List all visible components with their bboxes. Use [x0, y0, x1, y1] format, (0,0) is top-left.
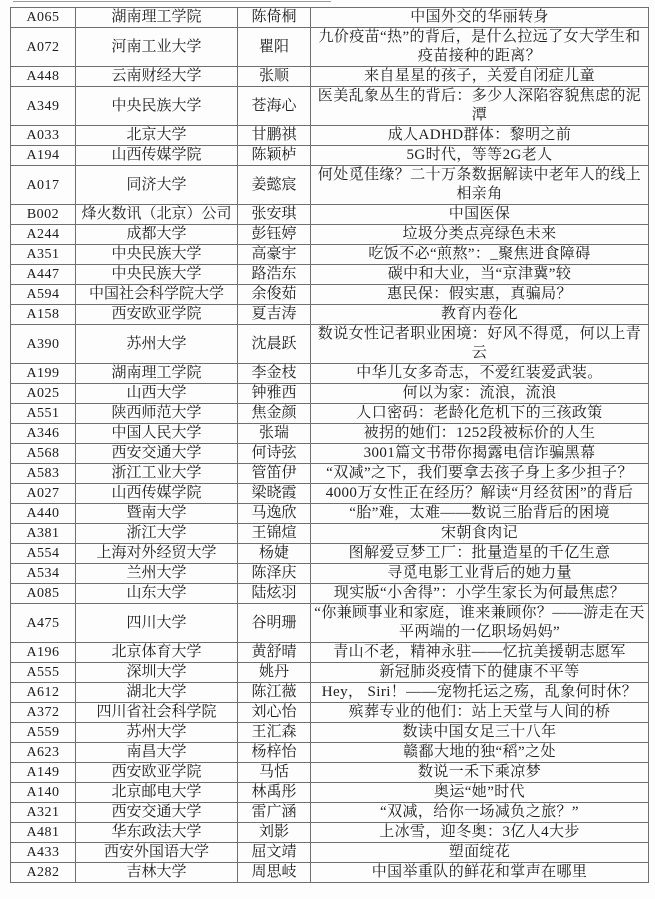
table-row — [11, 67, 649, 87]
cell-work-title: 中华儿女多奇志，不爱红装爱武装。 — [311, 364, 649, 384]
cell-entry-id: A554 — [11, 544, 76, 564]
cell-author-name: 林禹彤 — [238, 783, 311, 803]
cell-university: 山西传媒学院 — [76, 146, 238, 166]
cell-work-title: 寻觅电影工业背后的她力量 — [311, 564, 649, 584]
cell-author-name: 张瑞 — [238, 424, 311, 444]
cell-work-title: 中国外交的华丽转身 — [311, 8, 649, 28]
table-row — [11, 843, 649, 863]
cell-entry-id: A158 — [11, 305, 76, 325]
cell-work-title: 赣鄱大地的独“稻”之处 — [311, 743, 649, 763]
cell-entry-id: A440 — [11, 504, 76, 524]
cell-author-name: 周思岐 — [238, 863, 311, 883]
table-row — [11, 823, 649, 843]
cell-author-name: 马逸欣 — [238, 504, 311, 524]
cell-entry-id: A349 — [11, 87, 76, 126]
cell-work-title: 中国医保 — [311, 205, 649, 225]
cell-author-name: 谷明珊 — [238, 604, 311, 643]
cell-author-name: 苍海心 — [238, 87, 311, 126]
table-row — [11, 783, 649, 803]
cell-author-name: 钟雅西 — [238, 384, 311, 404]
table-row — [11, 723, 649, 743]
cell-work-title: 数说女性记者职业困境：好风不得觅，何以上青云 — [311, 325, 649, 364]
cell-university: 中央民族大学 — [76, 245, 238, 265]
cell-entry-id: A390 — [11, 325, 76, 364]
table-row — [11, 863, 649, 883]
cell-university: 北京大学 — [76, 126, 238, 146]
cell-university: 山西大学 — [76, 384, 238, 404]
cell-work-title: 塑面绽花 — [311, 843, 649, 863]
cell-author-name: 瞿阳 — [238, 28, 311, 67]
cell-university: 烽火数讯（北京）公司 — [76, 205, 238, 225]
cell-work-title: 吃饭不必“煎熬”：_聚焦进食障碍 — [311, 245, 649, 265]
cell-author-name: 陈倚桐 — [238, 8, 311, 28]
cell-university: 暨南大学 — [76, 504, 238, 524]
cell-author-name: 管笛伊 — [238, 464, 311, 484]
cell-author-name: 姜懿宸 — [238, 166, 311, 205]
cell-entry-id: A199 — [11, 364, 76, 384]
submissions-table-body — [11, 8, 649, 883]
table-row — [11, 364, 649, 384]
partial-row-divider — [13, 1, 331, 2]
table-row — [11, 225, 649, 245]
table-row — [11, 404, 649, 424]
table-row — [11, 663, 649, 683]
cell-entry-id: A072 — [11, 28, 76, 67]
cell-university: 同济大学 — [76, 166, 238, 205]
cell-university: 四川大学 — [76, 604, 238, 643]
cell-work-title: “你兼顾事业和家庭，谁来兼顾你？——游走在天平两端的一亿职场妈妈” — [311, 604, 649, 643]
cell-author-name: 张安琪 — [238, 205, 311, 225]
cell-work-title: 殡葬专业的他们：站上天堂与人间的桥 — [311, 703, 649, 723]
cell-work-title: 图解爱豆梦工厂：批量造星的千亿生意 — [311, 544, 649, 564]
cell-author-name: 余俊茹 — [238, 285, 311, 305]
cell-work-title: 来自星星的孩子，关爱自闭症儿童 — [311, 67, 649, 87]
table-row — [11, 8, 649, 28]
table-row — [11, 245, 649, 265]
cell-university: 西安欧亚学院 — [76, 305, 238, 325]
cell-work-title: 何处觅佳缘？二十万条数据解读中老年人的线上相亲角 — [311, 166, 649, 205]
cell-university: 湖北大学 — [76, 683, 238, 703]
cell-entry-id: B002 — [11, 205, 76, 225]
table-row — [11, 803, 649, 823]
cell-university: 成都大学 — [76, 225, 238, 245]
cell-university: 陕西师范大学 — [76, 404, 238, 424]
cell-author-name: 陆炫羽 — [238, 584, 311, 604]
cell-author-name: 刘影 — [238, 823, 311, 843]
cell-work-title: 医美乱象丛生的背后：多少人深陷容貌焦虑的泥潭 — [311, 87, 649, 126]
cell-author-name: 马恬 — [238, 763, 311, 783]
cell-author-name: 何诗弦 — [238, 444, 311, 464]
cell-entry-id: A481 — [11, 823, 76, 843]
cell-university: 深圳大学 — [76, 663, 238, 683]
table-row — [11, 703, 649, 723]
cell-author-name: 李金枝 — [238, 364, 311, 384]
cell-university: 兰州大学 — [76, 564, 238, 584]
cell-author-name: 陈颖栌 — [238, 146, 311, 166]
cell-entry-id: A065 — [11, 8, 76, 28]
cell-author-name: 焦金颜 — [238, 404, 311, 424]
cell-work-title: 奥运“她”时代 — [311, 783, 649, 803]
cell-university: 南昌大学 — [76, 743, 238, 763]
cell-work-title: “双减”之下，我们要拿去孩子身上多少担子？ — [311, 464, 649, 484]
table-row — [11, 166, 649, 205]
cell-university: 中国社会科学院大学 — [76, 285, 238, 305]
table-row — [11, 763, 649, 783]
cell-university: 华东政法大学 — [76, 823, 238, 843]
cell-university: 北京体育大学 — [76, 643, 238, 663]
cell-university: 西安交通大学 — [76, 444, 238, 464]
cell-author-name: 张顺 — [238, 67, 311, 87]
cell-entry-id: A475 — [11, 604, 76, 643]
table-row — [11, 464, 649, 484]
cell-entry-id: A351 — [11, 245, 76, 265]
cell-entry-id: A583 — [11, 464, 76, 484]
cell-work-title: “胎”难，太难——数说三胎背后的困境 — [311, 504, 649, 524]
cell-author-name: 黄舒晴 — [238, 643, 311, 663]
cell-work-title: 九价疫苗“热”的背后，是什么拉远了女大学生和疫苗接种的距离？ — [311, 28, 649, 67]
cell-work-title: 新冠肺炎疫情下的健康不平等 — [311, 663, 649, 683]
cell-entry-id: A559 — [11, 723, 76, 743]
cell-author-name: 王汇森 — [238, 723, 311, 743]
cell-entry-id: A568 — [11, 444, 76, 464]
cell-entry-id: A551 — [11, 404, 76, 424]
cell-work-title: Hey， Siri！——宠物托运之殇，乱象何时休？ — [311, 683, 649, 703]
cell-work-title: 4000万女性正在经历？解读“月经贫困”的背后 — [311, 484, 649, 504]
cell-author-name: 路浩东 — [238, 265, 311, 285]
cell-work-title: 5G时代，等等2G老人 — [311, 146, 649, 166]
cell-work-title: 现实版“小舍得”：小学生家长为何最焦虑？ — [311, 584, 649, 604]
cell-university: 苏州大学 — [76, 723, 238, 743]
table-row — [11, 285, 649, 305]
cell-university: 四川省社会科学院 — [76, 703, 238, 723]
cell-entry-id: A140 — [11, 783, 76, 803]
cell-entry-id: A196 — [11, 643, 76, 663]
table-row — [11, 524, 649, 544]
cell-author-name: 陈泽庆 — [238, 564, 311, 584]
table-row — [11, 87, 649, 126]
cell-entry-id: A027 — [11, 484, 76, 504]
table-row — [11, 205, 649, 225]
cell-work-title: 数读中国女足三十八年 — [311, 723, 649, 743]
cell-university: 吉林大学 — [76, 863, 238, 883]
cell-author-name: 梁晓霞 — [238, 484, 311, 504]
cell-university: 浙江工业大学 — [76, 464, 238, 484]
cell-university: 中央民族大学 — [76, 265, 238, 285]
table-row — [11, 325, 649, 364]
cell-entry-id: A321 — [11, 803, 76, 823]
table-row — [11, 604, 649, 643]
cell-author-name: 杨梓怡 — [238, 743, 311, 763]
cell-author-name: 王锦煊 — [238, 524, 311, 544]
table-row — [11, 126, 649, 146]
cell-university: 湖南理工学院 — [76, 8, 238, 28]
cell-university: 中央民族大学 — [76, 87, 238, 126]
table-row — [11, 444, 649, 464]
cell-work-title: 教育内卷化 — [311, 305, 649, 325]
cell-work-title: 碳中和大业，当“京津冀”较 — [311, 265, 649, 285]
cell-entry-id: A612 — [11, 683, 76, 703]
cell-entry-id: A017 — [11, 166, 76, 205]
cell-entry-id: A534 — [11, 564, 76, 584]
cell-university: 上海对外经贸大学 — [76, 544, 238, 564]
cell-university: 山西传媒学院 — [76, 484, 238, 504]
table-row — [11, 424, 649, 444]
cell-work-title: 人口密码：老龄化危机下的三孩政策 — [311, 404, 649, 424]
cell-entry-id: A623 — [11, 743, 76, 763]
cell-author-name: 陈江薇 — [238, 683, 311, 703]
cell-work-title: 垃圾分类点亮绿色未来 — [311, 225, 649, 245]
table-row — [11, 504, 649, 524]
cell-university: 山东大学 — [76, 584, 238, 604]
cell-university: 北京邮电大学 — [76, 783, 238, 803]
cell-entry-id: A448 — [11, 67, 76, 87]
table-row — [11, 584, 649, 604]
cell-university: 湖南理工学院 — [76, 364, 238, 384]
cell-entry-id: A194 — [11, 146, 76, 166]
cell-entry-id: A372 — [11, 703, 76, 723]
submissions-table — [10, 7, 649, 883]
cell-university: 河南工业大学 — [76, 28, 238, 67]
cell-work-title: 中国举重队的鲜花和掌声在哪里 — [311, 863, 649, 883]
cell-work-title: “双减，给你一场减负之旅？” — [311, 803, 649, 823]
table-row — [11, 28, 649, 67]
cell-author-name: 屈文靖 — [238, 843, 311, 863]
cell-entry-id: A594 — [11, 285, 76, 305]
table-row — [11, 544, 649, 564]
cell-work-title: 惠民保：假实惠，真骗局？ — [311, 285, 649, 305]
cell-university: 浙江大学 — [76, 524, 238, 544]
cell-university: 西安交通大学 — [76, 803, 238, 823]
table-row — [11, 643, 649, 663]
cell-entry-id: A555 — [11, 663, 76, 683]
table-row — [11, 484, 649, 504]
cell-university: 苏州大学 — [76, 325, 238, 364]
cell-author-name: 雷广涵 — [238, 803, 311, 823]
cell-entry-id: A381 — [11, 524, 76, 544]
cell-entry-id: A346 — [11, 424, 76, 444]
cell-entry-id: A244 — [11, 225, 76, 245]
table-row — [11, 564, 649, 584]
cell-entry-id: A447 — [11, 265, 76, 285]
cell-university: 西安外国语大学 — [76, 843, 238, 863]
table-row — [11, 146, 649, 166]
cell-author-name: 彭钰婷 — [238, 225, 311, 245]
cell-university: 西安欧亚学院 — [76, 763, 238, 783]
cell-author-name: 沈晨跃 — [238, 325, 311, 364]
cell-author-name: 夏吉涛 — [238, 305, 311, 325]
cell-work-title: 上冰雪，迎冬奥：3亿人4大步 — [311, 823, 649, 843]
cell-entry-id: A033 — [11, 126, 76, 146]
cell-work-title: 何以为家：流浪，流浪 — [311, 384, 649, 404]
cell-entry-id: A149 — [11, 763, 76, 783]
cell-author-name: 刘心怡 — [238, 703, 311, 723]
cell-author-name: 甘鹏祺 — [238, 126, 311, 146]
cell-entry-id: A025 — [11, 384, 76, 404]
cell-entry-id: A433 — [11, 843, 76, 863]
table-row — [11, 305, 649, 325]
cell-work-title: 3001篇文书带你揭露电信诈骗黑幕 — [311, 444, 649, 464]
cell-work-title: 数说一禾下乘凉梦 — [311, 763, 649, 783]
cell-work-title: 青山不老，精神永驻——忆抗美援朝志愿军 — [311, 643, 649, 663]
cell-author-name: 姚丹 — [238, 663, 311, 683]
table-row — [11, 384, 649, 404]
cell-work-title: 成人ADHD群体：黎明之前 — [311, 126, 649, 146]
table-row — [11, 683, 649, 703]
cell-entry-id: A085 — [11, 584, 76, 604]
cell-university: 云南财经大学 — [76, 67, 238, 87]
cell-university: 中国人民大学 — [76, 424, 238, 444]
cell-entry-id: A282 — [11, 863, 76, 883]
table-row — [11, 265, 649, 285]
cell-author-name: 高豪宇 — [238, 245, 311, 265]
cell-author-name: 杨婕 — [238, 544, 311, 564]
table-row — [11, 743, 649, 763]
cell-work-title: 被拐的她们：1252段被标价的人生 — [311, 424, 649, 444]
cell-work-title: 宋朝食肉记 — [311, 524, 649, 544]
